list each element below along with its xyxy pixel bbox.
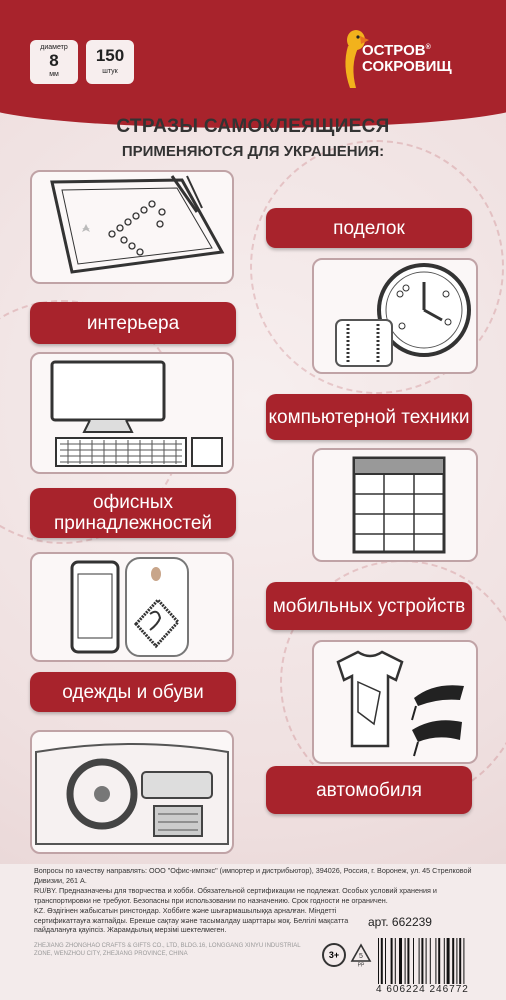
article-number: арт. 662239 xyxy=(368,915,432,929)
brand-line1: ОСТРОВ xyxy=(362,42,426,59)
use-label-interior: интерьера xyxy=(30,302,236,344)
barcode-icon xyxy=(376,938,482,984)
age-badge: 3+ xyxy=(322,943,346,967)
recycle-icon xyxy=(349,943,373,967)
count-value: 150 xyxy=(95,46,125,65)
count-badge xyxy=(86,40,134,84)
crafts-illustration xyxy=(30,170,234,284)
brand-line2: СОКРОВИЩ xyxy=(362,58,452,75)
use-label-car: автомобиля xyxy=(266,766,472,814)
quality-contact-text: Вопросы по качеству направлять: ООО "Офис-импэкс" (импортер и дистрибьютор), 394026, Россия, г. Воронеж, ул. 45 Стрелковой Дивизии, 261 А. xyxy=(34,866,472,885)
use-label-clothes: одежды и обуви xyxy=(30,672,236,712)
recycle-code: PP xyxy=(357,962,365,967)
product-subtitle: ПРИМЕНЯЮТСЯ ДЛЯ УКРАШЕНИЯ: xyxy=(121,143,385,160)
office-illustration xyxy=(312,448,478,562)
diameter-badge xyxy=(30,40,78,84)
count-unit: штук xyxy=(102,68,118,75)
brand-mark: ® xyxy=(425,44,431,51)
ean-code: 4 606224 246772 xyxy=(376,984,469,995)
recycle-number: 5 xyxy=(359,953,363,960)
use-label-office: офисных принадлежностей xyxy=(30,488,236,538)
mobile-illustration xyxy=(30,552,234,662)
kz-text: KZ. Өздігінен жабысатын ринстондар. Хоббиге және шығармашылыққа арналған. Міндетті сертификаттауға жатпайды. Ерекше сақтау және тасымалдау шарттары жоқ. Белгілі мақсатта пайдалануға қауіпсіз. Жарамдылық мерзімі шектелмеген. xyxy=(34,906,349,934)
use-label-crafts: поделок xyxy=(266,208,472,248)
manufacturer-text: ZHEJIANG ZHONGHAO CRAFTS & GIFTS CO., LTD, BLDG.16, LONGGANG XINYU INDUSTRIAL ZONE, WENZHOU CITY, ZHEJIANG PROVINCE, CHINA xyxy=(34,943,301,957)
ru-by-text: RU/BY. Предназначены для творчества и хобби. Обязательной сертификации не подлежат. Особых условий хранения и транспортировки не требуют. Безопасны при использовании по назначению. Срок годности не ограничен. xyxy=(34,886,437,905)
diameter-value: 8 xyxy=(49,51,59,70)
diameter-unit: мм xyxy=(49,71,59,78)
car-illustration xyxy=(30,730,234,854)
use-label-mobile: мобильных устройств xyxy=(266,582,472,630)
product-title: СТРАЗЫ САМОКЛЕЯЩИЕСЯ xyxy=(116,116,390,137)
use-label-computer: компьютерной техники xyxy=(266,394,472,440)
computer-illustration xyxy=(30,352,234,474)
interior-illustration xyxy=(312,258,478,374)
clothes-illustration xyxy=(312,640,478,764)
diameter-label: диаметр xyxy=(40,44,68,51)
brand-logo xyxy=(362,40,492,80)
